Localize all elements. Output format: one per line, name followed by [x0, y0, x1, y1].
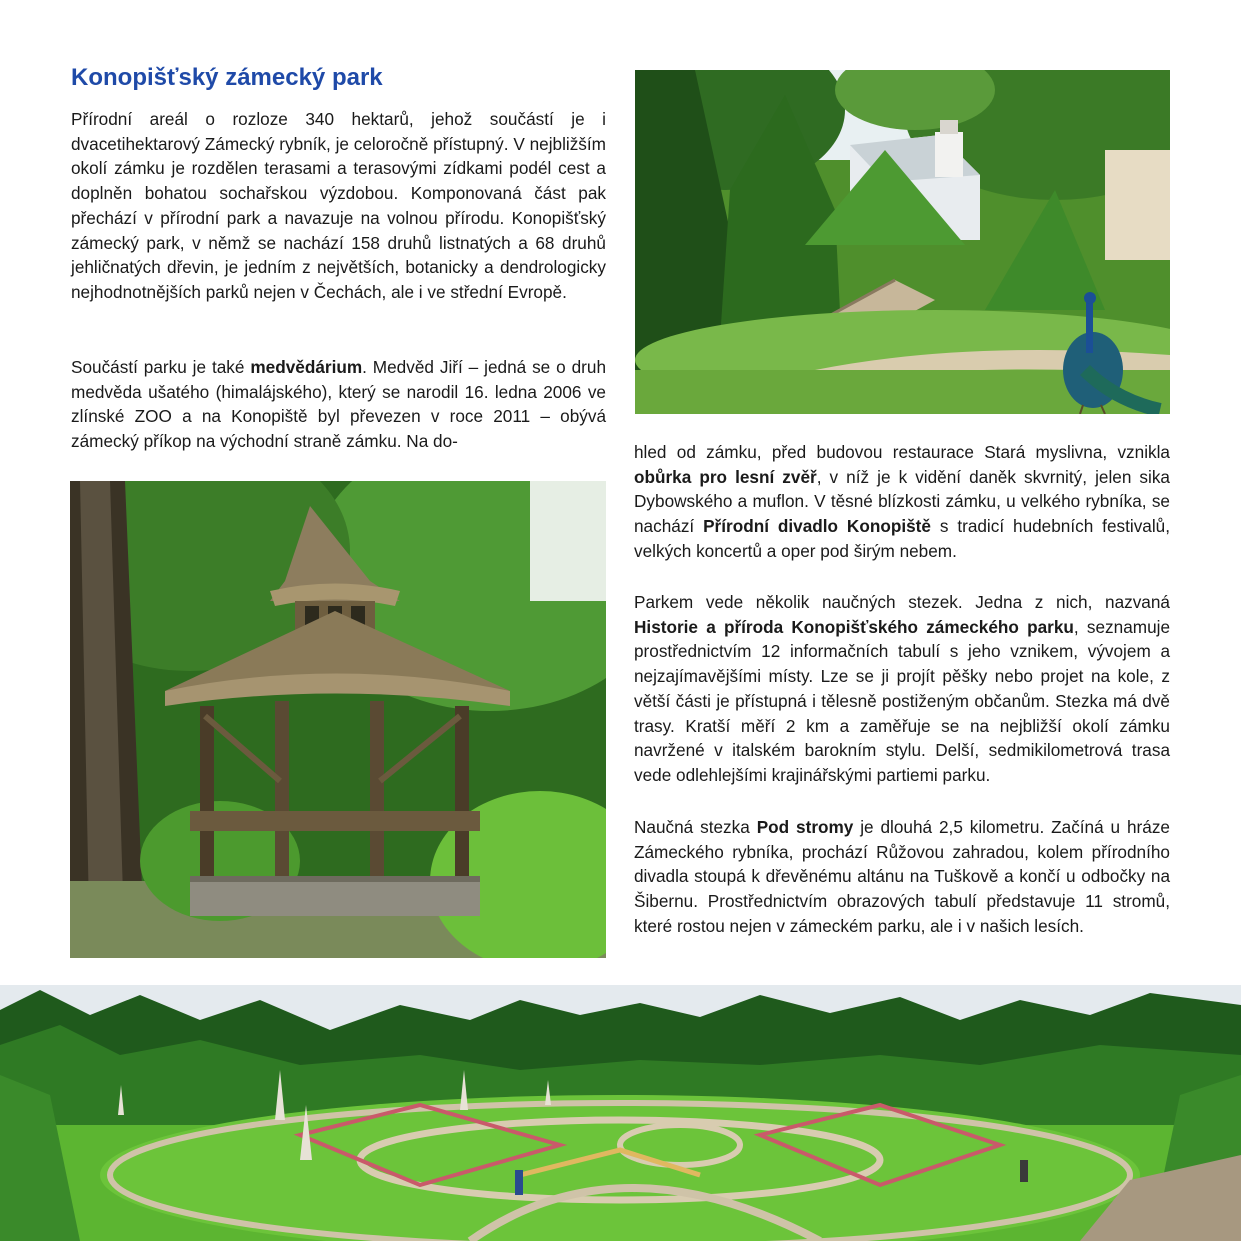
bold-term: obůrka pro lesní zvěř: [634, 466, 817, 487]
text-run: Parkem vede několik naučných stezek. Jedna z nich, nazvaná: [634, 592, 1170, 612]
bold-term: Pod stromy: [756, 817, 854, 837]
text-run: s tradicí hudebních festivalů, velkých koncertů a oper pod širým nebem.: [634, 516, 1170, 561]
text-run: . Medvěd Jiří – jedná se o druh medvěda ušatého (himalájského), který se narodil 16. ledna 2006 ve zlínské ZOO a na Konopiště byl převezen v roce 2011 – obývá zámecký příkop na východní straně zámku. Na do-: [71, 357, 607, 452]
game-enclosure-paragraph: [634, 440, 1170, 564]
text-run: je dlouhá 2,5 kilometru. Začíná u hráze Zámeckého rybníka, prochází Růžovou zahradou, kolem přírodního divadla stoupá k dřevěnému altánu na Tuškově a končí u odbočky na Šibernu. Prostřednictvím obrazových tabulí představuje 11 stromů, které rostou nejen v zámeckém parku, ale i v našich lesích.: [634, 817, 1170, 936]
trails-paragraph: [634, 590, 1170, 788]
text-run: hled od zámku, před budovou restaurace Stará myslivna, vznikla: [634, 442, 1170, 462]
text-run: Naučná stezka: [634, 817, 757, 837]
peacock-terrace-photo: [635, 70, 1170, 414]
bold-term: Přírodní divadlo Konopiště: [703, 516, 931, 537]
bold-term: Historie a příroda Konopišťského zámeckého parku: [634, 616, 1074, 637]
trees-trail-paragraph: [634, 815, 1170, 939]
text-run: , seznamuje prostřednictvím 12 informačních tabulí s jeho vznikem, vývojem a nejzajímavějšími místy. Lze se ji projít pěšky nebo projet na kole, z větší části je přístupná i tělesně postiženým občanům. Stezka má dvě trasy. Kratší měří 2 km a zaměřuje se na nejbližší okolí zámku navržené v italském barokním stylu. Delší, sedmikilometrová trasa vede odlehlejšími krajinářskými partiemi parku.: [634, 616, 1171, 785]
gazebo-photo: [70, 481, 606, 958]
text-run: , v níž je k vidění daněk skvrnitý, jelen sika Dybowského a muflon. V těsné blízkosti zámku, u velkého rybníka, se nachází: [634, 466, 1170, 537]
bear-paragraph: [71, 355, 606, 454]
garden-panorama-photo: [0, 985, 1241, 1241]
intro-paragraph: Přírodní areál o rozloze 340 hektarů, jehož součástí je i dvacetihektarový Zámecký rybník, je celoročně přístupný. V nejbližším okolí zámku je rozdělen terasami a terasovými zídkami podél cest a doplněn bohatou sochařskou výzdobou. Komponovaná část pak přechází v přírodní park a navazuje na volnou přírodu. Konopišťský zámecký park, v němž se nachází 158 druhů listnatých a 68 druhů jehličnatých dřevin, je jedním z největších, botanicky a dendrologicky nejhodnotnějších parků nejen v Čechách, ale i ve střední Evropě.: [71, 109, 606, 302]
page-title: Konopišťský zámecký park: [71, 64, 383, 91]
text-run: Součástí parku je také: [71, 357, 251, 377]
bold-term: medvědárium: [250, 357, 363, 377]
